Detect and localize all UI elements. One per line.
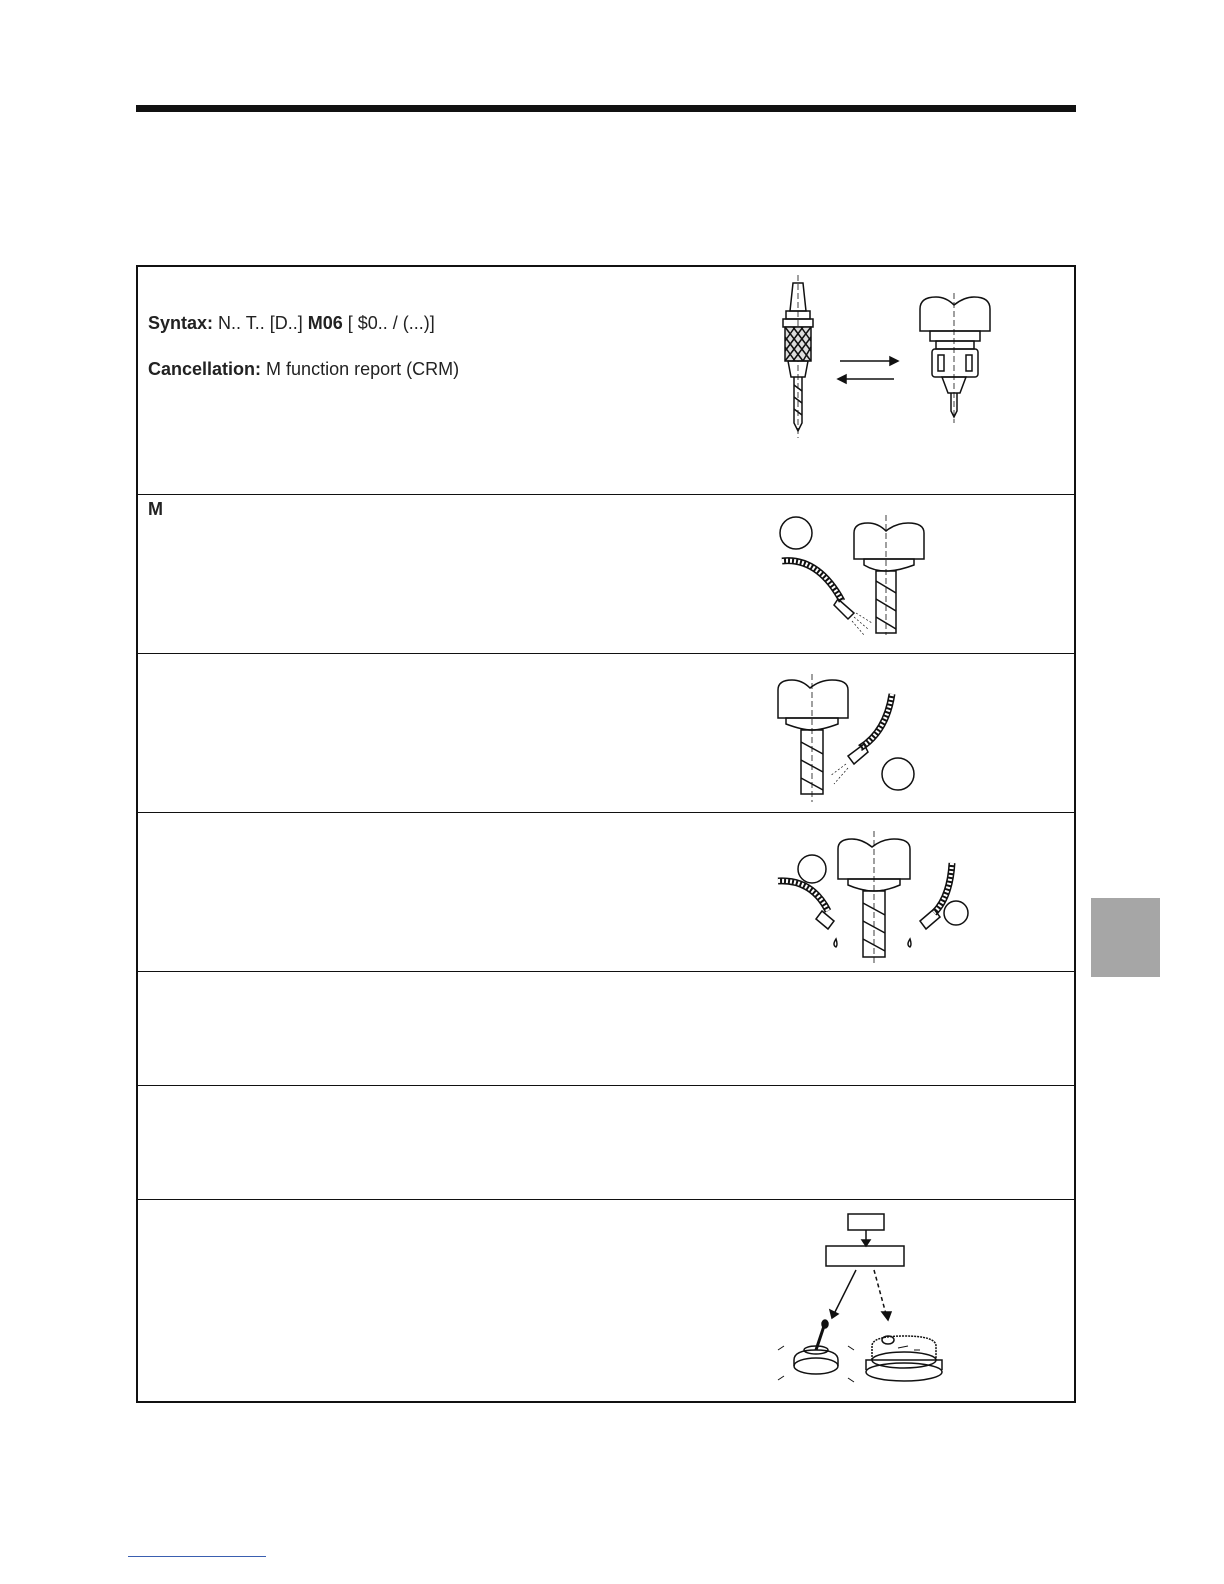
syntax-post: [ $0.. / (...)] (347, 313, 435, 333)
row-override (138, 1199, 1074, 1401)
row-coolant-1-text (148, 497, 163, 521)
row-coolant-3 (138, 812, 1074, 971)
cancellation-text: M function report (CRM) (266, 359, 460, 380)
m-function-table (136, 265, 1076, 1403)
row-coolant-2 (138, 653, 1074, 812)
override-control-illustration (768, 1210, 978, 1390)
top-rule (136, 105, 1076, 112)
tool-change-illustration (758, 273, 998, 443)
coolant-nozzle-3-illustration (768, 829, 988, 967)
row-blank-1 (138, 971, 1074, 1085)
row-tool-change-text (148, 311, 459, 404)
row-coolant-1 (138, 494, 1074, 653)
row-tool-change (138, 267, 1074, 494)
cancellation-label: Cancellation: (148, 359, 262, 380)
section-thumb-tab (1091, 898, 1160, 977)
coolant-nozzle-1-illustration (768, 509, 968, 649)
coolant-nozzle-2-illustration (768, 672, 968, 807)
footer-rule (128, 1556, 266, 1557)
row-blank-2 (138, 1085, 1074, 1199)
cancellation-line (148, 357, 459, 381)
syntax-pre: N.. T.. [D..] (218, 313, 303, 333)
m-heading: M (148, 499, 163, 519)
syntax-line (148, 311, 459, 335)
syntax-code: M06 (307, 313, 343, 333)
syntax-label: Syntax: (148, 313, 214, 333)
